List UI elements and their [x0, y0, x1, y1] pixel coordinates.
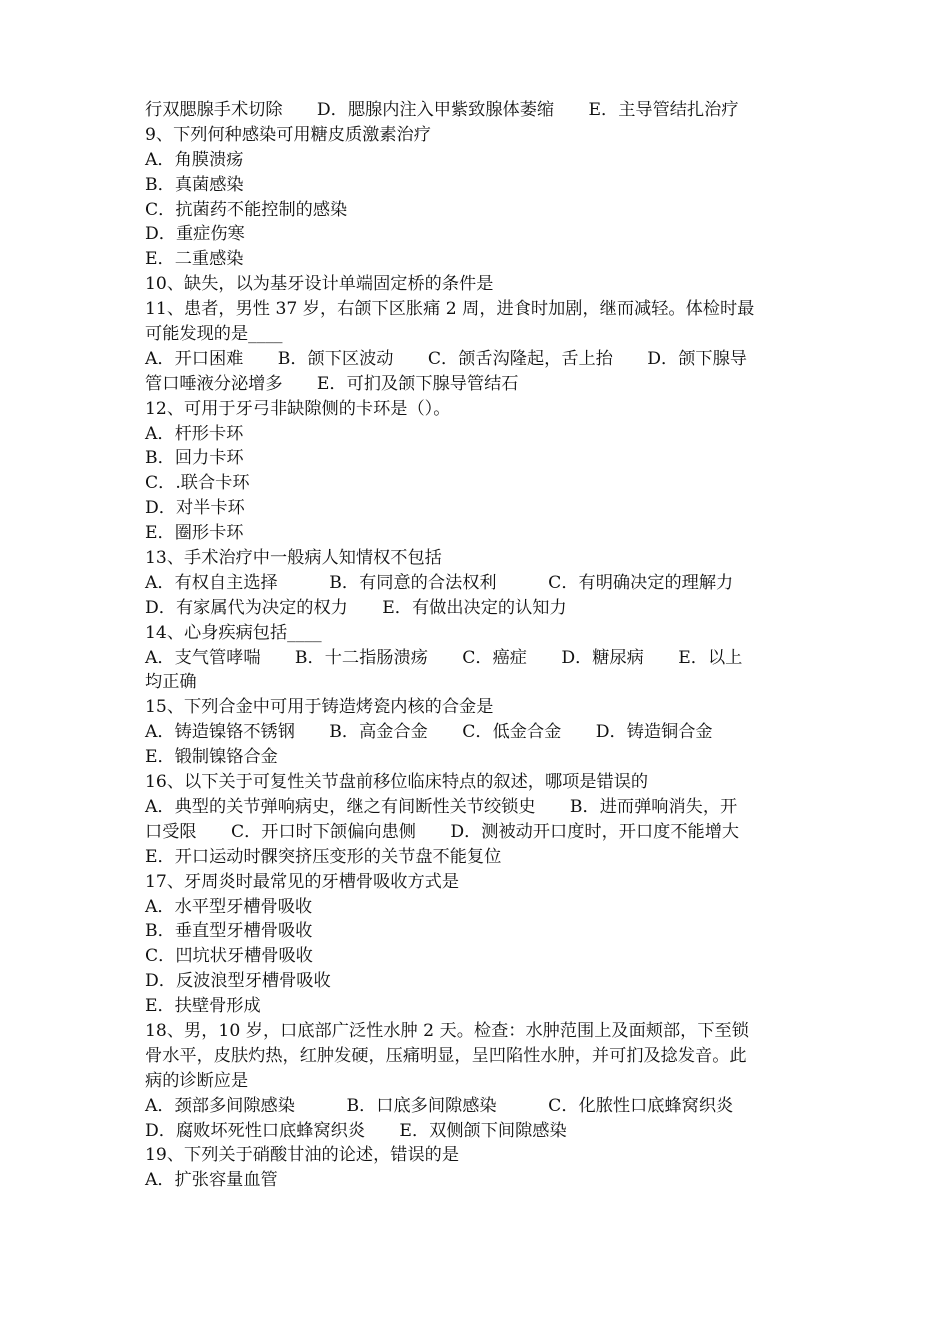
text-line: 16、以下关于可复性关节盘前移位临床特点的叙述，哪项是错误的	[145, 772, 649, 793]
text-line: 17、牙周炎时最常见的牙槽骨吸收方式是	[145, 871, 460, 892]
text-line: A．有权自主选择 B．有同意的合法权利 C．有明确决定的理解力	[145, 572, 734, 593]
text-line: 均正确	[145, 672, 197, 693]
text-line: 行双腮腺手术切除 D．腮腺内注入甲紫致腺体萎缩 E．主导管结扎治疗	[145, 100, 739, 120]
text-line: 9、下列何种感染可用糖皮质激素治疗	[145, 124, 431, 145]
text-line: D．腐败坏死性口底蜂窝织炎 E．双侧颌下间隙感染	[145, 1120, 567, 1141]
text-line: A．扩张容量血管	[145, 1170, 278, 1191]
text-line: A．支气管哮喘 B．十二指肠溃疡 C．癌症 D．糖尿病 E．以上	[145, 647, 743, 668]
text-line: A．典型的关节弹响病史，继之有间断性关节绞锁史 B．进而弹响消失，开	[145, 796, 738, 817]
text-line: A．颈部多间隙感染 B．口底多间隙感染 C．化脓性口底蜂窝织炎	[145, 1095, 734, 1116]
text-line: B．回力卡环	[145, 448, 244, 469]
text-line: C．抗菌药不能控制的感染	[145, 199, 348, 220]
text-line: B．垂直型牙槽骨吸收	[145, 921, 313, 942]
text-line: B．真菌感染	[145, 174, 244, 195]
text-line: E．扶壁骨形成	[145, 996, 261, 1017]
text-line: 口受限 C．开口时下颌偏向患侧 D．测被动开口度时，开口度不能增大	[145, 821, 740, 842]
text-line: 10、缺失，以为基牙设计单端固定桥的条件是	[145, 274, 494, 295]
text-line: 14、心身疾病包括____	[145, 622, 322, 643]
text-line: 13、手术治疗中一般病人知情权不包括	[145, 548, 442, 569]
text-line: E．二重感染	[145, 249, 244, 270]
text-line: D．对半卡环	[145, 498, 245, 519]
text-line: C．.联合卡环	[145, 473, 250, 494]
text-line: A．开口困难 B．颌下区波动 C．颌舌沟隆起，舌上抬 D．颌下腺导	[145, 348, 747, 369]
text-line: 管口唾液分泌增多 E．可扪及颌下腺导管结石	[145, 373, 519, 394]
text-line: A．铸造镍铬不锈钢 B．高金合金 C．低金合金 D．铸造铜合金	[145, 722, 713, 743]
text-line: 12、可用于牙弓非缺隙侧的卡环是（）。	[145, 398, 451, 419]
text-line: E．开口运动时髁突挤压变形的关节盘不能复位	[145, 846, 502, 867]
text-line: E．圈形卡环	[145, 523, 244, 544]
text-line: A．水平型牙槽骨吸收	[145, 896, 313, 917]
text-line: C．凹坑状牙槽骨吸收	[145, 946, 313, 967]
text-line: 骨水平，皮肤灼热，红肿发硬，压痛明显，呈凹陷性水肿，并可扪及捻发音。此	[145, 1045, 747, 1066]
text-line: 可能发现的是____	[145, 324, 283, 345]
text-line: 15、下列合金中可用于铸造烤瓷内核的合金是	[145, 697, 494, 718]
text-line: D．重症伤寒	[145, 224, 245, 245]
text-line: D．有家属代为决定的权力 E．有做出决定的认知力	[145, 597, 567, 618]
text-line: A．角膜溃疡	[145, 149, 244, 170]
text-line: E．锻制镍铬合金	[145, 747, 278, 768]
text-line: A．杆形卡环	[145, 423, 244, 444]
text-line: 19、下列关于硝酸甘油的论述，错误的是	[145, 1145, 460, 1166]
text-line: 11、患者，男性 37 岁，右颌下区胀痛 2 周，进食时加剧，继而减轻。体检时最	[145, 299, 755, 320]
text-line: 病的诊断应是	[145, 1070, 249, 1091]
document-page	[145, 98, 813, 1193]
text-line: 18、男，10 岁，口底部广泛性水肿 2 天。检查：水肿范围上及面颊部，下至锁	[145, 1020, 749, 1041]
text-line: D．反波浪型牙槽骨吸收	[145, 971, 331, 992]
